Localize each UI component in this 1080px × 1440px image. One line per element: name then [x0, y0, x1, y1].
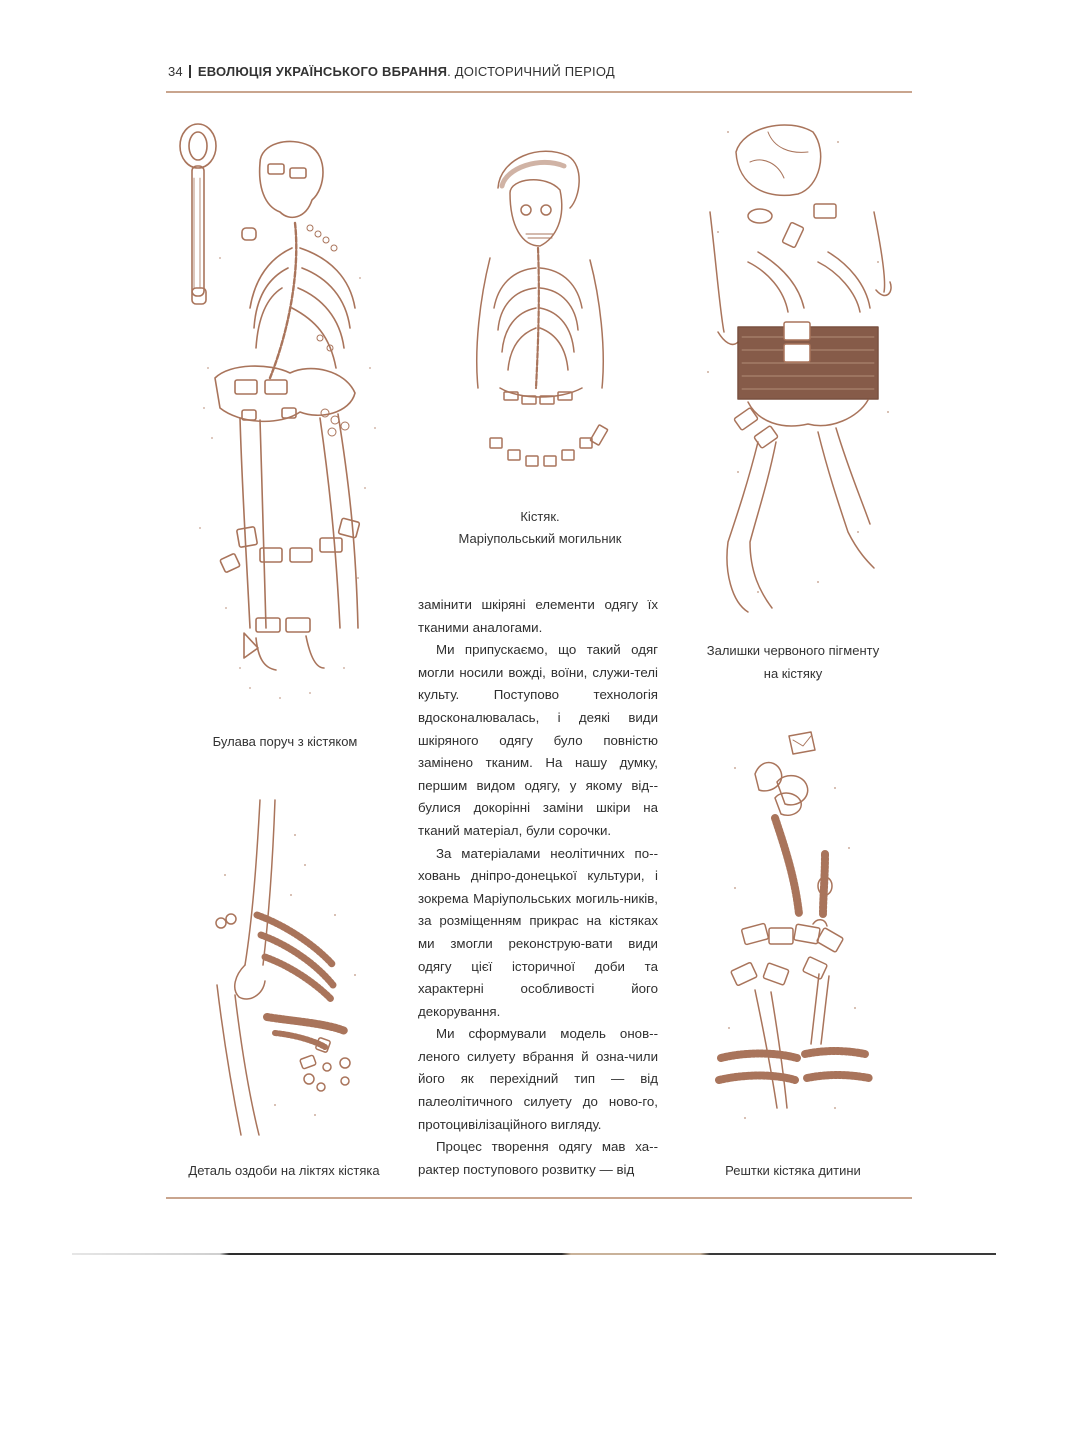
- paragraph-4: Ми сформували модель онов-леного силуету вбрання й озна-чили його як перехідний тип — від палеолітичного силуету до ново-го, протоцивілізаційного вигляду.: [418, 1026, 658, 1132]
- paragraph-2: Ми припускаємо, що такий одяг могли носили вожді, воїни, служи-телі культу. Поступово технологія вдосконалювалась, і деякі види шкіряного одягу було повністю замінено тканим. На нашу думку, першим видом одягу, у якому від-булися докорінні заміни шкіри на тканий матеріал, були сорочки.: [418, 642, 658, 838]
- chapter-title: . ДОІСТОРИЧНИЙ ПЕРІОД: [447, 64, 615, 79]
- red-pigment-skeleton-illustration: [698, 112, 898, 622]
- page-number: 34: [168, 64, 183, 79]
- caption-mariupol-line2: Маріупольський могильник: [458, 531, 622, 546]
- book-title: ЕВОЛЮЦІЯ УКРАЇНСЬКОГО ВБРАННЯ: [197, 64, 448, 79]
- caption-red-pigment-line2: на кістяку: [763, 666, 823, 681]
- scan-edge-line: [72, 1253, 996, 1255]
- paragraph-1: замінити шкіряні елементи одягу їх тканими аналогами.: [418, 597, 658, 635]
- caption-elbow-detail: Деталь оздоби на ліктях кістяка: [188, 1163, 380, 1178]
- elbow-detail-illustration: [205, 795, 375, 1140]
- mace-skeleton-illustration: [160, 108, 390, 708]
- caption-child-remains: Рештки кістяка дитини: [725, 1163, 861, 1178]
- caption-mariupol-line1: Кістяк.: [520, 509, 560, 524]
- mariupol-skeleton-illustration: [460, 138, 620, 483]
- body-text-column: [418, 594, 658, 1181]
- child-remains-illustration: [715, 728, 875, 1128]
- caption-mace-skeleton: Булава поруч з кістяком: [212, 734, 358, 749]
- footer-rule: [166, 1197, 912, 1199]
- paragraph-3: За матеріалами неолітичних по-ховань дніпро-донецької культури, і зокрема Маріупольських могиль-ників, за розміщенням прикрас на кістяках ми змогли реконструю-вати види одягу цієї історичної доби та характерні особливості його декорування.: [418, 845, 658, 1019]
- header-rule: [166, 91, 912, 93]
- header-separator: [189, 65, 191, 78]
- running-header: [168, 64, 912, 79]
- paragraph-5: Процес творення одягу мав ха-рактер поступового розвитку — від: [418, 1139, 658, 1177]
- caption-red-pigment-line1: Залишки червоного пігменту: [706, 643, 880, 658]
